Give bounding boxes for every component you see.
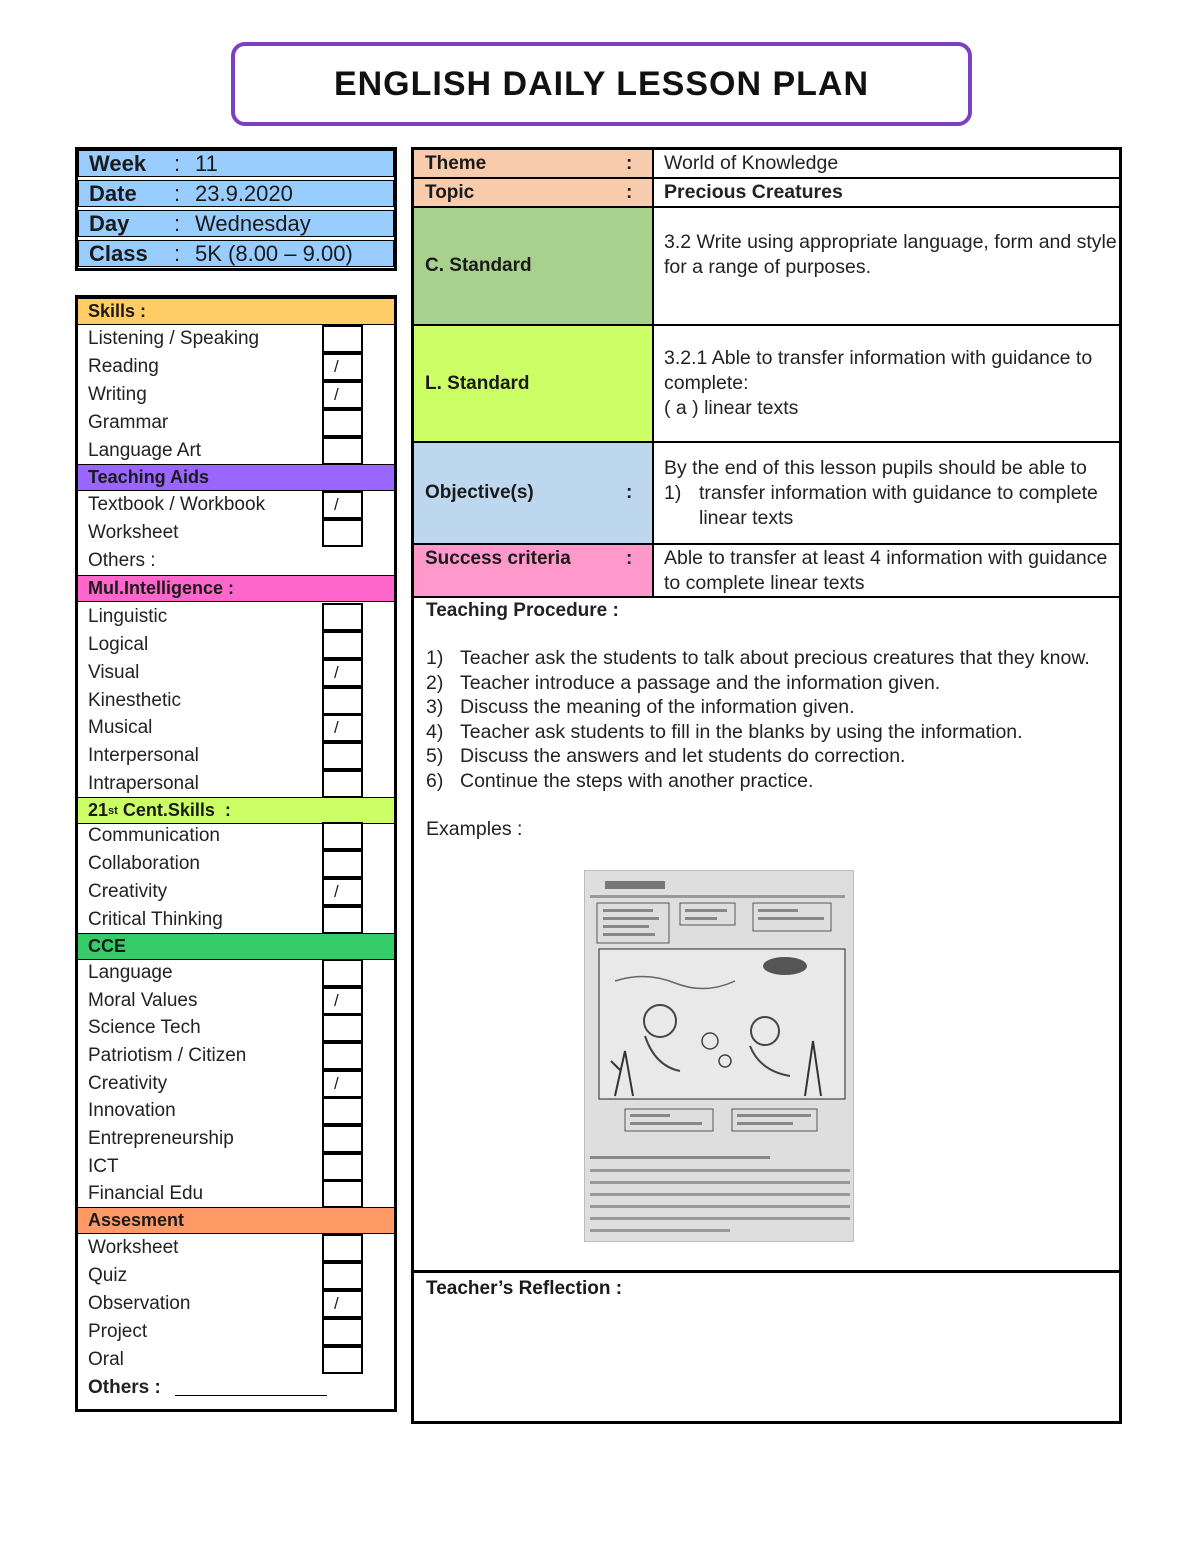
checklist-item: Kinesthetic bbox=[88, 689, 181, 711]
checklist-item: Creativity bbox=[88, 880, 168, 902]
checkbox[interactable] bbox=[322, 770, 363, 798]
checkbox[interactable] bbox=[322, 1180, 363, 1208]
checkbox[interactable]: / bbox=[322, 1290, 363, 1318]
success-value: Able to transfer at least 4 information with guidance to complete linear texts bbox=[664, 546, 1108, 594]
checklist-item: Language bbox=[88, 961, 173, 983]
checkbox[interactable] bbox=[322, 325, 363, 353]
checklist-item: Visual bbox=[88, 661, 140, 683]
century-skills-header bbox=[78, 797, 394, 824]
checkbox[interactable] bbox=[322, 1318, 363, 1346]
objective-item bbox=[664, 481, 1119, 531]
checklist-item: Communication bbox=[88, 824, 220, 846]
info-value: 5K (8.00 – 9.00) bbox=[195, 240, 353, 266]
objective-label-cell bbox=[414, 443, 654, 543]
step-text: Teacher introduce a passage and the information given. bbox=[460, 671, 941, 694]
checklist-item: Grammar bbox=[88, 411, 169, 433]
assessment-header: Assesment bbox=[78, 1207, 394, 1234]
step-number: 3) bbox=[426, 696, 444, 718]
checklist-item: Reading bbox=[88, 355, 159, 377]
topic-row bbox=[414, 179, 1119, 208]
colon: : bbox=[626, 482, 633, 503]
checklist-item: Project bbox=[88, 1320, 148, 1342]
page-title: ENGLISH DAILY LESSON PLAN bbox=[333, 64, 870, 103]
info-label: Week bbox=[89, 150, 147, 176]
skills-header: Skills : bbox=[78, 298, 394, 325]
step-text: Discuss the meaning of the information given. bbox=[460, 696, 855, 718]
procedure-title: Teaching Procedure : bbox=[426, 600, 619, 621]
reflection-divider bbox=[414, 1270, 1119, 1273]
learning-standard-line: 3.2.1 Able to transfer information with guidance to complete: bbox=[664, 347, 1093, 394]
info-date: Date : 23.9.2020 bbox=[78, 180, 394, 207]
checklist-item: Oral bbox=[88, 1348, 124, 1370]
info-value: 23.9.2020 bbox=[195, 180, 293, 206]
checkbox[interactable]: / bbox=[322, 878, 363, 906]
checkbox[interactable] bbox=[322, 437, 363, 465]
checkbox[interactable] bbox=[322, 1234, 363, 1262]
century-title-suffix: st bbox=[108, 804, 118, 817]
lesson-details bbox=[411, 147, 1122, 1424]
checkbox[interactable] bbox=[322, 959, 363, 987]
checkbox[interactable]: / bbox=[322, 1070, 363, 1098]
learning-standard-label: L. Standard bbox=[414, 326, 654, 441]
objective-label: Objective(s) bbox=[425, 482, 534, 503]
learning-standard-value bbox=[654, 326, 1119, 441]
checkbox[interactable] bbox=[322, 1153, 363, 1181]
checklist-item: Entrepreneurship bbox=[88, 1127, 234, 1149]
examples-label: Examples : bbox=[426, 818, 523, 840]
content-standard-value: 3.2 Write using appropriate language, form and style for a range of purposes. bbox=[664, 231, 1117, 278]
checklist-item: Linguistic bbox=[88, 605, 168, 627]
checkbox[interactable]: / bbox=[322, 987, 363, 1015]
checkbox[interactable] bbox=[322, 409, 363, 437]
others-label: Others : bbox=[88, 1376, 161, 1398]
topic-label: Topic bbox=[425, 181, 475, 203]
checklist-item: ICT bbox=[88, 1155, 119, 1177]
topic-label-cell bbox=[414, 179, 654, 206]
cce-header: CCE bbox=[78, 933, 394, 960]
objective-text: transfer information with guidance to complete linear texts bbox=[699, 481, 1098, 529]
step-text: Discuss the answers and let students do correction. bbox=[460, 745, 906, 767]
info-week: Week : 11 bbox=[78, 150, 394, 177]
objective-intro: By the end of this lesson pupils should be able to bbox=[664, 456, 1087, 479]
example-worksheet-image bbox=[584, 870, 854, 1242]
checklist-item: Others : bbox=[88, 549, 156, 571]
checkbox[interactable]: / bbox=[322, 381, 363, 409]
century-title-text: Cent.Skills : bbox=[117, 800, 231, 820]
checklist-item: Financial Edu bbox=[88, 1182, 204, 1204]
theme-label: Theme bbox=[425, 152, 487, 174]
checkbox[interactable]: / bbox=[322, 353, 363, 381]
checkbox[interactable] bbox=[322, 631, 363, 659]
success-label: Success criteria bbox=[425, 548, 571, 569]
colon: : bbox=[626, 152, 633, 174]
checklist-item: Observation bbox=[88, 1292, 191, 1314]
procedure-step bbox=[426, 671, 1116, 696]
checklist-item: Listening / Speaking bbox=[88, 327, 260, 349]
checkbox[interactable] bbox=[322, 603, 363, 631]
lesson-info bbox=[75, 147, 397, 271]
info-label: Day bbox=[89, 210, 130, 236]
step-text: Teacher ask students to fill in the blanks by using the information. bbox=[460, 720, 1023, 743]
theme-label-cell bbox=[414, 150, 654, 177]
info-day: Day : Wednesday bbox=[78, 210, 394, 237]
checklist-item: Innovation bbox=[88, 1099, 176, 1121]
objective-number: 1) bbox=[664, 481, 682, 504]
checklist-item: Collaboration bbox=[88, 852, 200, 874]
checkbox[interactable] bbox=[322, 1125, 363, 1153]
colon: : bbox=[626, 181, 633, 203]
checkbox[interactable] bbox=[322, 822, 363, 850]
objective-value bbox=[654, 443, 1119, 543]
checkbox[interactable] bbox=[322, 1014, 363, 1042]
learning-standard-line: ( a ) linear texts bbox=[664, 397, 799, 419]
others-input-line[interactable] bbox=[175, 1395, 327, 1396]
teaching-aids-header: Teaching Aids bbox=[78, 464, 394, 491]
checkbox[interactable] bbox=[322, 1346, 363, 1374]
procedure-step bbox=[426, 695, 1116, 720]
checkbox[interactable] bbox=[322, 1097, 363, 1125]
checkbox[interactable] bbox=[322, 906, 363, 934]
checklist-item: Logical bbox=[88, 633, 149, 655]
theme-value: World of Knowledge bbox=[664, 152, 839, 174]
title-box bbox=[231, 42, 972, 126]
content-standard-label: C. Standard bbox=[414, 208, 654, 324]
checklist-item: Language Art bbox=[88, 439, 202, 461]
mul-intelligence-header: Mul.Intelligence : bbox=[78, 575, 394, 602]
checklist-item: Patriotism / Citizen bbox=[88, 1044, 247, 1066]
checkbox[interactable] bbox=[322, 1262, 363, 1290]
checklist-item: Interpersonal bbox=[88, 744, 199, 766]
checkbox[interactable] bbox=[322, 742, 363, 770]
checklist-item: Worksheet bbox=[88, 521, 179, 543]
checklist-item: Musical bbox=[88, 716, 153, 738]
checklist-item: Critical Thinking bbox=[88, 908, 223, 930]
checklist-panel bbox=[75, 295, 397, 1412]
success-criteria-row bbox=[414, 545, 1119, 598]
checkbox[interactable]: / bbox=[322, 659, 363, 687]
checkbox[interactable]: / bbox=[322, 491, 363, 519]
success-label-cell bbox=[414, 545, 654, 596]
procedure-step bbox=[426, 720, 1116, 745]
checkbox[interactable]: / bbox=[322, 714, 363, 742]
checklist-item: Writing bbox=[88, 383, 147, 405]
procedure-step bbox=[426, 646, 1116, 671]
century-title-number: 21 bbox=[88, 800, 109, 820]
step-number: 2) bbox=[426, 671, 444, 694]
checklist-item: Creativity bbox=[88, 1072, 168, 1094]
info-class: Class : 5K (8.00 – 9.00) bbox=[78, 240, 394, 267]
info-label: Date bbox=[89, 180, 137, 206]
procedure-step bbox=[426, 744, 1116, 769]
step-text: Continue the steps with another practice. bbox=[460, 769, 814, 792]
teacher-reflection-label: Teacher’s Reflection : bbox=[426, 1278, 623, 1299]
checkbox[interactable] bbox=[322, 1042, 363, 1070]
checkbox[interactable] bbox=[322, 687, 363, 715]
procedure-steps bbox=[426, 646, 1116, 793]
step-number: 1) bbox=[426, 647, 444, 669]
checklist-item: Intrapersonal bbox=[88, 772, 199, 794]
info-label: Class bbox=[89, 240, 148, 266]
info-value: Wednesday bbox=[195, 210, 311, 236]
step-text: Teacher ask the students to talk about precious creatures that they know. bbox=[460, 647, 1090, 669]
checklist-item: Textbook / Workbook bbox=[88, 493, 266, 515]
objective-row bbox=[414, 443, 1119, 545]
checklist-item: Quiz bbox=[88, 1264, 128, 1286]
step-number: 5) bbox=[426, 745, 444, 767]
procedure-step bbox=[426, 769, 1116, 794]
checkbox[interactable] bbox=[322, 850, 363, 878]
topic-value: Precious Creatures bbox=[664, 181, 843, 203]
step-number: 6) bbox=[426, 769, 444, 792]
info-value: 11 bbox=[195, 150, 218, 176]
checklist-item: Science Tech bbox=[88, 1016, 201, 1038]
colon: : bbox=[626, 548, 633, 569]
checkbox[interactable] bbox=[322, 519, 363, 547]
checklist-item: Worksheet bbox=[88, 1236, 179, 1258]
theme-row bbox=[414, 150, 1119, 179]
teaching-procedure bbox=[426, 600, 1116, 841]
worksheet-illustration bbox=[585, 871, 855, 1243]
step-number: 4) bbox=[426, 720, 444, 743]
learning-standard-row bbox=[414, 326, 1119, 443]
content-standard-row bbox=[414, 208, 1119, 326]
checklist-item: Moral Values bbox=[88, 989, 198, 1011]
